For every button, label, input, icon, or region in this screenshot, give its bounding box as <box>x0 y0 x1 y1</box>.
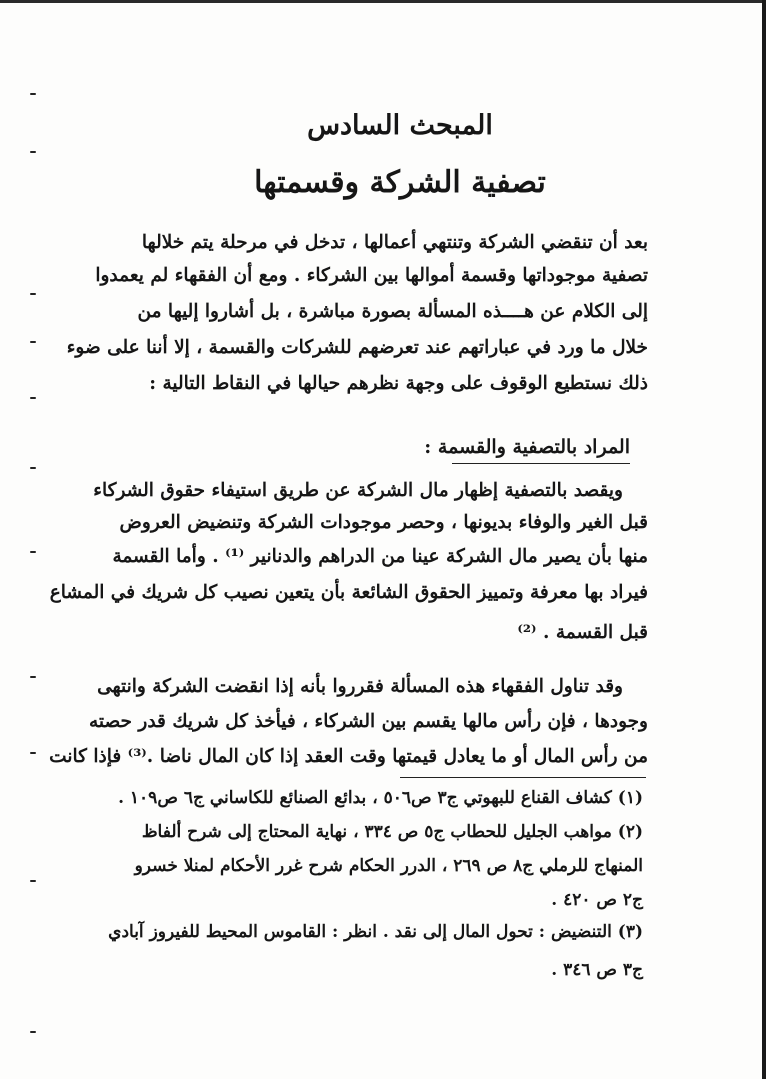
scan-speck <box>30 341 36 343</box>
scan-speck <box>30 1031 36 1033</box>
footnote-line: (٣) التنضيض : تحول المال إلى نقد . انظر : القاموس المحيط للفيروز آبادي <box>108 922 643 942</box>
definition-line: ويقصد بالتصفية إظهار مال الشركة عن طريق استيفاء حقوق الشركاء <box>93 480 623 501</box>
section-title: تصفية الشركة وقسمتها <box>254 165 546 200</box>
capital-line: وقد تناول الفقهاء هذه المسألة فقرروا بأنه إذا انقضت الشركة وانتهى <box>97 676 623 697</box>
scan-speck <box>30 397 36 399</box>
scan-top-edge <box>0 0 766 3</box>
scan-speck <box>30 467 36 469</box>
footnote-line: ج٣ ص ٣٤٦ . <box>551 960 643 980</box>
subheading-underline <box>452 463 630 464</box>
intro-line: بعد أن تنقضي الشركة وتنتهي أعمالها ، تدخل في مرحلة يتم خلالها <box>141 232 648 253</box>
intro-line: ذلك نستطيع الوقوف على وجهة نظرهم حيالها في النقاط التالية : <box>149 373 648 394</box>
intro-line: تصفية موجوداتها وقسمة أموالها بين الشركاء . ومع أن الفقهاء لم يعمدوا <box>95 265 648 286</box>
scan-speck <box>30 551 36 553</box>
definition-line: فيراد بها معرفة وتمييز الحقوق الشائعة بأن يتعين نصيب كل شريك في المشاع <box>49 582 648 603</box>
footnote-line: (١) كشاف القناع للبهوتي ج٣ ص٥٠٦ ، بدائع الصنائع للكاساني ج٦ ص١٠٩ . <box>118 788 643 808</box>
scan-speck <box>30 880 36 882</box>
chapter-heading: المبحث السادس <box>307 110 493 141</box>
scan-speck <box>30 293 36 295</box>
footnote-line: ج٢ ص ٤٢٠ . <box>551 890 643 910</box>
definition-line: قبل الغير والوفاء بديونها ، وحصر موجودات الشركة وتنضيض العروض <box>119 512 648 533</box>
scan-speck <box>30 151 36 153</box>
footnote-line: (٢) مواهب الجليل للحطاب ج٥ ص ٣٣٤ ، نهاية المحتاج إلى شرح ألفاظ <box>141 822 643 842</box>
capital-line: وجودها ، فإن رأس مالها يقسم بين الشركاء ، فيأخذ كل شريك قدر حصته <box>88 711 648 732</box>
scan-speck <box>30 752 36 754</box>
definition-line: منها بأن يصير مال الشركة عينا من الدراهم والدنانير ⁽¹⁾ . وأما القسمة <box>112 546 648 567</box>
scan-speck <box>30 93 36 95</box>
intro-line: خلال ما ورد في عباراتهم عند تعرضهم للشركات والقسمة ، إلا أننا على ضوء <box>66 337 648 358</box>
scan-right-edge <box>762 0 766 1079</box>
scan-speck <box>30 676 36 678</box>
footnote-separator <box>400 777 646 778</box>
capital-line: من رأس المال أو ما يعادل قيمتها وقت العقد إذا كان المال ناضا .⁽³⁾ فإذا كانت <box>49 746 648 767</box>
intro-line: إلى الكلام عن هــــذه المسألة بصورة مباشرة ، بل أشاروا إليها من <box>137 301 648 322</box>
footnote-line: المنهاج للرملي ج٨ ص ٢٦٩ ، الدرر الحكام شرح غرر الأحكام لمنلا خسرو <box>134 856 643 876</box>
definition-line: قبل القسمة . ⁽²⁾ <box>517 622 648 643</box>
subheading: المراد بالتصفية والقسمة : <box>424 436 630 458</box>
